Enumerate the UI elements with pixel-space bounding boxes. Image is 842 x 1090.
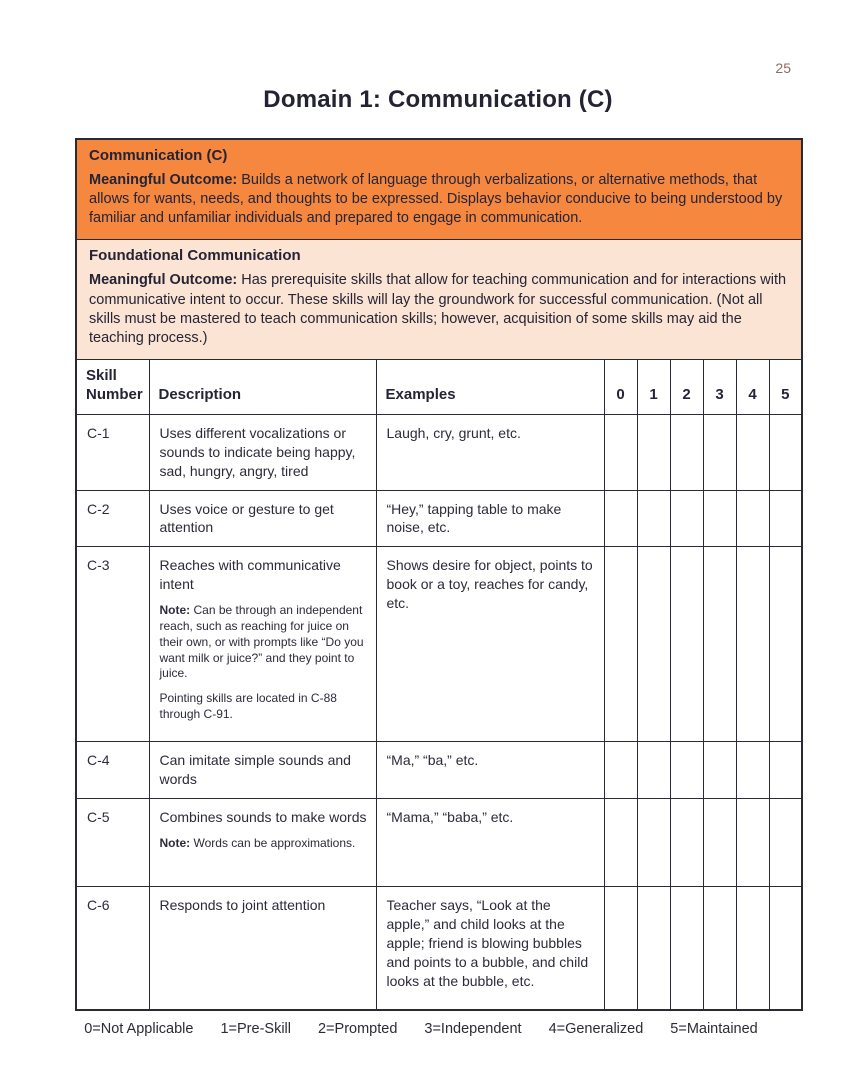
table-header-row xyxy=(76,359,802,414)
legend-item: 0=Not Applicable xyxy=(84,1021,194,1037)
section-title: Foundational Communication xyxy=(89,247,301,265)
column-header-score-0: 0 xyxy=(604,359,637,414)
score-cell-4 xyxy=(736,887,769,1010)
section-outcome xyxy=(89,271,789,348)
score-cell-0 xyxy=(604,414,637,490)
column-header-score-5: 5 xyxy=(769,359,802,414)
description-text: Uses voice or gesture to get attention xyxy=(159,500,334,536)
examples-cell xyxy=(376,887,604,1010)
score-cell-2 xyxy=(670,547,703,742)
note-text: Note: Words can be approximations. xyxy=(159,836,356,850)
score-cell-5 xyxy=(769,742,802,799)
outcome-text: Builds a network of language through verbalizations, or alternative methods, that allows for wants, needs, and thoughts to be expressed. Displays behavior conducive to being understood by familiar and unfamiliar individuals and prepared to engage in communication. xyxy=(89,172,783,227)
table-row xyxy=(76,414,802,490)
description-text: Uses different vocalizations or sounds to indicate being happy, sad, hungry, angry, tired xyxy=(159,424,356,479)
score-cell-1 xyxy=(637,547,670,742)
skill-number-cell: C-4 xyxy=(76,742,149,799)
legend-item: 3=Independent xyxy=(424,1021,522,1037)
table-row xyxy=(76,742,802,799)
score-cell-4 xyxy=(736,742,769,799)
column-header-examples: Examples xyxy=(376,359,604,414)
column-header-score-4: 4 xyxy=(736,359,769,414)
score-cell-0 xyxy=(604,887,637,1010)
description-cell xyxy=(149,547,376,742)
examples-cell xyxy=(376,742,604,799)
table-row xyxy=(76,490,802,547)
description-cell xyxy=(149,799,376,887)
skills-table-body xyxy=(76,414,802,1009)
outcome-text: Has prerequisite skills that allow for teaching communication and for interactions with communicative intent to occur. These skills will lay the groundwork for successful communication. (Not all skills must be mastered to teach communication skills; however, acquisition of some skills may aid the teaching process.) xyxy=(89,272,787,346)
score-cell-0 xyxy=(604,799,637,887)
examples-text: “Hey,” tapping table to make noise, etc. xyxy=(386,500,562,536)
score-cell-0 xyxy=(604,742,637,799)
score-cell-2 xyxy=(670,742,703,799)
skill-number-cell: C-6 xyxy=(76,887,149,1010)
examples-text: Teacher says, “Look at the apple,” and child looks at the apple; friend is blowing bubbles and points to a bubble, and child looks at the bubble, etc. xyxy=(386,897,589,989)
domain-header-cell xyxy=(76,139,802,240)
domain-outcome xyxy=(89,171,789,228)
examples-text: “Ma,” “ba,” etc. xyxy=(386,752,479,769)
description-text: Responds to joint attention xyxy=(159,897,326,914)
description-text: Can imitate simple sounds and words xyxy=(159,752,351,788)
domain-title: Communication (C) xyxy=(89,147,228,164)
section-header-row xyxy=(76,240,802,360)
description-cell xyxy=(149,742,376,799)
score-cell-4 xyxy=(736,547,769,742)
page-number: 25 xyxy=(775,60,791,76)
skill-number-cell: C-1 xyxy=(76,414,149,490)
score-cell-5 xyxy=(769,547,802,742)
skill-number-cell: C-5 xyxy=(76,799,149,887)
score-cell-2 xyxy=(670,414,703,490)
score-cell-0 xyxy=(604,490,637,547)
column-header-score-2: 2 xyxy=(670,359,703,414)
score-cell-1 xyxy=(637,742,670,799)
table-row xyxy=(76,547,802,742)
note-text: Note: Can be through an independent reach, such as reaching for juice on their own, or with prompts like “Do you want milk or juice?” and they point to juice. xyxy=(159,603,364,681)
score-cell-3 xyxy=(703,887,736,1010)
score-cell-1 xyxy=(637,887,670,1010)
table-row xyxy=(76,799,802,887)
score-cell-1 xyxy=(637,799,670,887)
note-label: Note: xyxy=(159,603,191,618)
legend-item: 1=Pre-Skill xyxy=(220,1021,291,1037)
score-cell-1 xyxy=(637,414,670,490)
examples-cell xyxy=(376,490,604,547)
legend-item: 5=Maintained xyxy=(670,1021,758,1037)
column-header-score-3: 3 xyxy=(703,359,736,414)
score-cell-1 xyxy=(637,490,670,547)
examples-text: “Mama,” “baba,” etc. xyxy=(386,809,514,826)
score-cell-3 xyxy=(703,414,736,490)
score-legend xyxy=(0,1021,842,1037)
legend-item: 4=Generalized xyxy=(548,1021,644,1037)
score-cell-3 xyxy=(703,490,736,547)
section-header-cell xyxy=(76,240,802,360)
examples-cell xyxy=(376,414,604,490)
page-title: Domain 1: Communication (C) xyxy=(263,86,613,113)
score-cell-2 xyxy=(670,799,703,887)
description-cell xyxy=(149,490,376,547)
skill-number-cell: C-3 xyxy=(76,547,149,742)
score-cell-2 xyxy=(670,490,703,547)
description-cell xyxy=(149,414,376,490)
skills-table xyxy=(75,138,803,1011)
note-text: Pointing skills are located in C-88 through C-91. xyxy=(159,691,337,722)
skill-number-cell: C-2 xyxy=(76,490,149,547)
score-cell-5 xyxy=(769,799,802,887)
description-cell xyxy=(149,887,376,1010)
note-label: Note: xyxy=(159,836,191,850)
table-row xyxy=(76,887,802,1010)
score-cell-4 xyxy=(736,414,769,490)
examples-cell xyxy=(376,799,604,887)
examples-text: Shows desire for object, points to book or a toy, reaches for candy, etc. xyxy=(386,557,593,612)
examples-text: Laugh, cry, grunt, etc. xyxy=(386,424,521,441)
score-cell-5 xyxy=(769,414,802,490)
description-text: Combines sounds to make words xyxy=(159,809,367,826)
score-cell-3 xyxy=(703,799,736,887)
column-header-score-1: 1 xyxy=(637,359,670,414)
score-cell-5 xyxy=(769,490,802,547)
legend-item: 2=Prompted xyxy=(317,1021,398,1037)
score-cell-2 xyxy=(670,887,703,1010)
score-cell-4 xyxy=(736,490,769,547)
domain-header-row xyxy=(76,139,802,240)
description-text: Reaches with communicative intent xyxy=(159,557,341,593)
column-header-skill-number: Skill Number xyxy=(76,359,149,414)
score-cell-0 xyxy=(604,547,637,742)
score-cell-5 xyxy=(769,887,802,1010)
examples-cell xyxy=(376,547,604,742)
outcome-label: Meaningful Outcome: xyxy=(89,172,238,188)
score-cell-3 xyxy=(703,742,736,799)
score-cell-3 xyxy=(703,547,736,742)
outcome-label: Meaningful Outcome: xyxy=(89,272,238,289)
column-header-description: Description xyxy=(149,359,376,414)
score-cell-4 xyxy=(736,799,769,887)
